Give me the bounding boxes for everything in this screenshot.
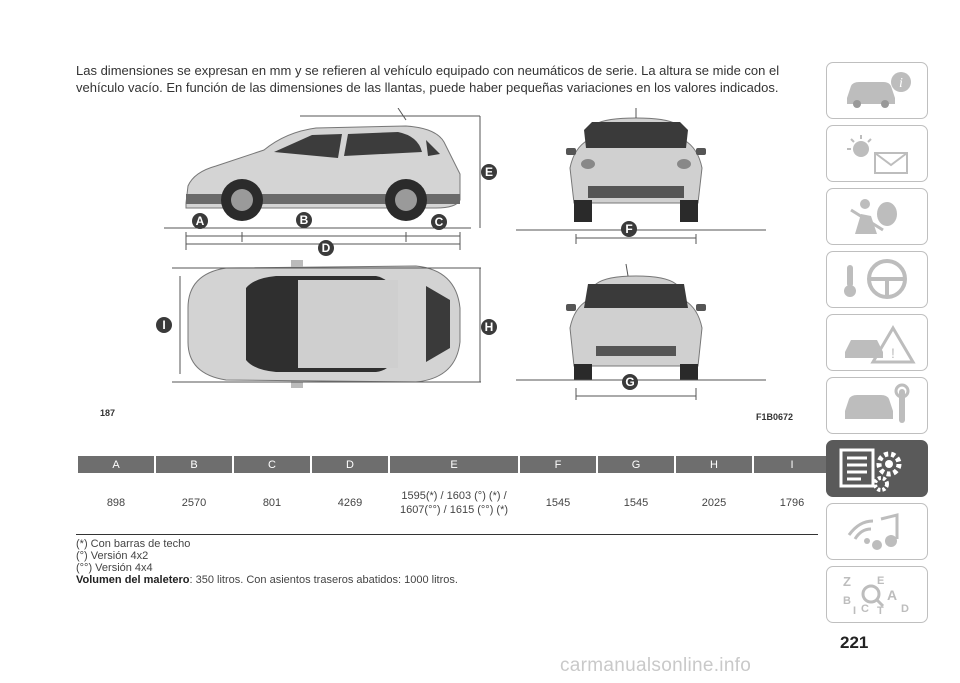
svg-text:i: i	[899, 76, 903, 91]
warning-triangle-icon	[837, 320, 917, 365]
svg-text:I: I	[162, 318, 166, 332]
badge-a	[192, 213, 208, 229]
svg-text:E: E	[484, 165, 494, 179]
header-a: A	[78, 456, 154, 473]
vehicle-dimension-drawings	[76, 108, 796, 428]
badge-b	[296, 212, 312, 228]
header-d: D	[312, 456, 388, 473]
tab-multimedia[interactable]	[826, 503, 928, 560]
value-h: 2025	[701, 497, 727, 509]
badge-i	[156, 317, 172, 333]
header-c: C	[234, 456, 310, 473]
value-i: 1796	[779, 497, 805, 509]
figure-number: 187	[100, 408, 116, 418]
technical-data-icon	[837, 446, 917, 494]
svg-text:C: C	[861, 603, 869, 615]
value-d: 4269	[337, 497, 363, 509]
svg-text:D: D	[901, 603, 909, 615]
header-e: E	[390, 456, 518, 473]
svg-text:D: D	[321, 241, 331, 255]
tab-maintenance[interactable]	[826, 377, 928, 434]
car-info-icon	[837, 68, 917, 113]
value-g: 1545	[623, 497, 649, 509]
tab-technical-data[interactable]	[826, 440, 928, 497]
rear-view-car	[566, 264, 706, 380]
chapter-sidebar	[826, 62, 928, 629]
tab-emergency[interactable]	[826, 314, 928, 371]
table-header-row	[78, 456, 830, 473]
value-e: 1595(*) / 1603 (°) (*) / 1607(°°) / 1615 (°°) (*)	[399, 490, 509, 516]
badge-h	[481, 319, 497, 335]
header-f: F	[520, 456, 596, 473]
trunk-text: : 350 litros. Con asientos traseros abatidos: 1000 litros.	[189, 574, 458, 586]
airbag-safety-icon	[837, 194, 917, 239]
value-c: 801	[262, 497, 282, 509]
svg-text:F: F	[625, 222, 633, 236]
multimedia-icon	[837, 509, 917, 554]
page-number: 221	[840, 633, 869, 652]
svg-text:B: B	[299, 213, 309, 227]
table-row	[78, 473, 830, 533]
note-4x4: (°°) Versión 4x4	[76, 562, 153, 574]
tab-alphabetical-index[interactable]	[826, 566, 928, 623]
badge-c	[431, 214, 447, 230]
badge-g	[622, 374, 638, 390]
header-i: I	[754, 456, 830, 473]
value-b: 2570	[181, 497, 207, 509]
dimensions-figure	[76, 108, 796, 428]
svg-text:A: A	[195, 214, 205, 228]
side-view-car	[186, 108, 460, 221]
trunk-label: Volumen del maletero	[76, 574, 190, 586]
tab-dashboard-lights[interactable]	[826, 125, 928, 182]
badge-e	[481, 164, 497, 180]
tab-starting-driving[interactable]	[826, 251, 928, 308]
intro-paragraph: Las dimensiones se expresan en mm y se refieren al vehículo equipado con neumáticos de serie. La altura se mide con el vehículo vacío. En función de las dimensiones de las llantas, puede haber pequeñas variaciones en los valores indicados.	[76, 63, 780, 95]
dimensions-table	[76, 456, 832, 533]
svg-text:H: H	[484, 320, 494, 334]
alphabetical-index-icon	[837, 572, 917, 617]
note-trunk	[76, 574, 458, 586]
svg-text:C: C	[434, 215, 444, 229]
steering-wheel-icon	[837, 257, 917, 302]
header-b: B	[156, 456, 232, 473]
svg-text:Z: Z	[843, 574, 851, 589]
note-4x2: (°) Versión 4x2	[76, 550, 149, 562]
watermark: carmanualsonline.info	[560, 655, 752, 676]
car-service-icon	[837, 383, 917, 428]
badge-f	[621, 221, 637, 237]
footnotes	[76, 538, 458, 586]
tab-car-info[interactable]	[826, 62, 928, 119]
header-g: G	[598, 456, 674, 473]
front-view-car	[566, 108, 706, 222]
note-roof-bars: (*) Con barras de techo	[76, 538, 191, 550]
value-f: 1545	[545, 497, 571, 509]
figure-code: F1B0672	[756, 412, 794, 422]
svg-text:!: !	[891, 345, 895, 361]
value-a: 898	[106, 497, 126, 509]
svg-text:E: E	[877, 575, 885, 587]
svg-text:A: A	[887, 587, 898, 603]
svg-text:I: I	[853, 605, 857, 617]
svg-text:B: B	[843, 595, 851, 607]
badge-d	[318, 240, 334, 256]
svg-text:T: T	[877, 605, 884, 617]
svg-text:G: G	[625, 375, 635, 389]
header-h: H	[676, 456, 752, 473]
tab-safety[interactable]	[826, 188, 928, 245]
dashboard-lights-icon	[837, 131, 917, 176]
table-bottom-rule	[76, 534, 818, 535]
top-view-car	[188, 260, 460, 388]
